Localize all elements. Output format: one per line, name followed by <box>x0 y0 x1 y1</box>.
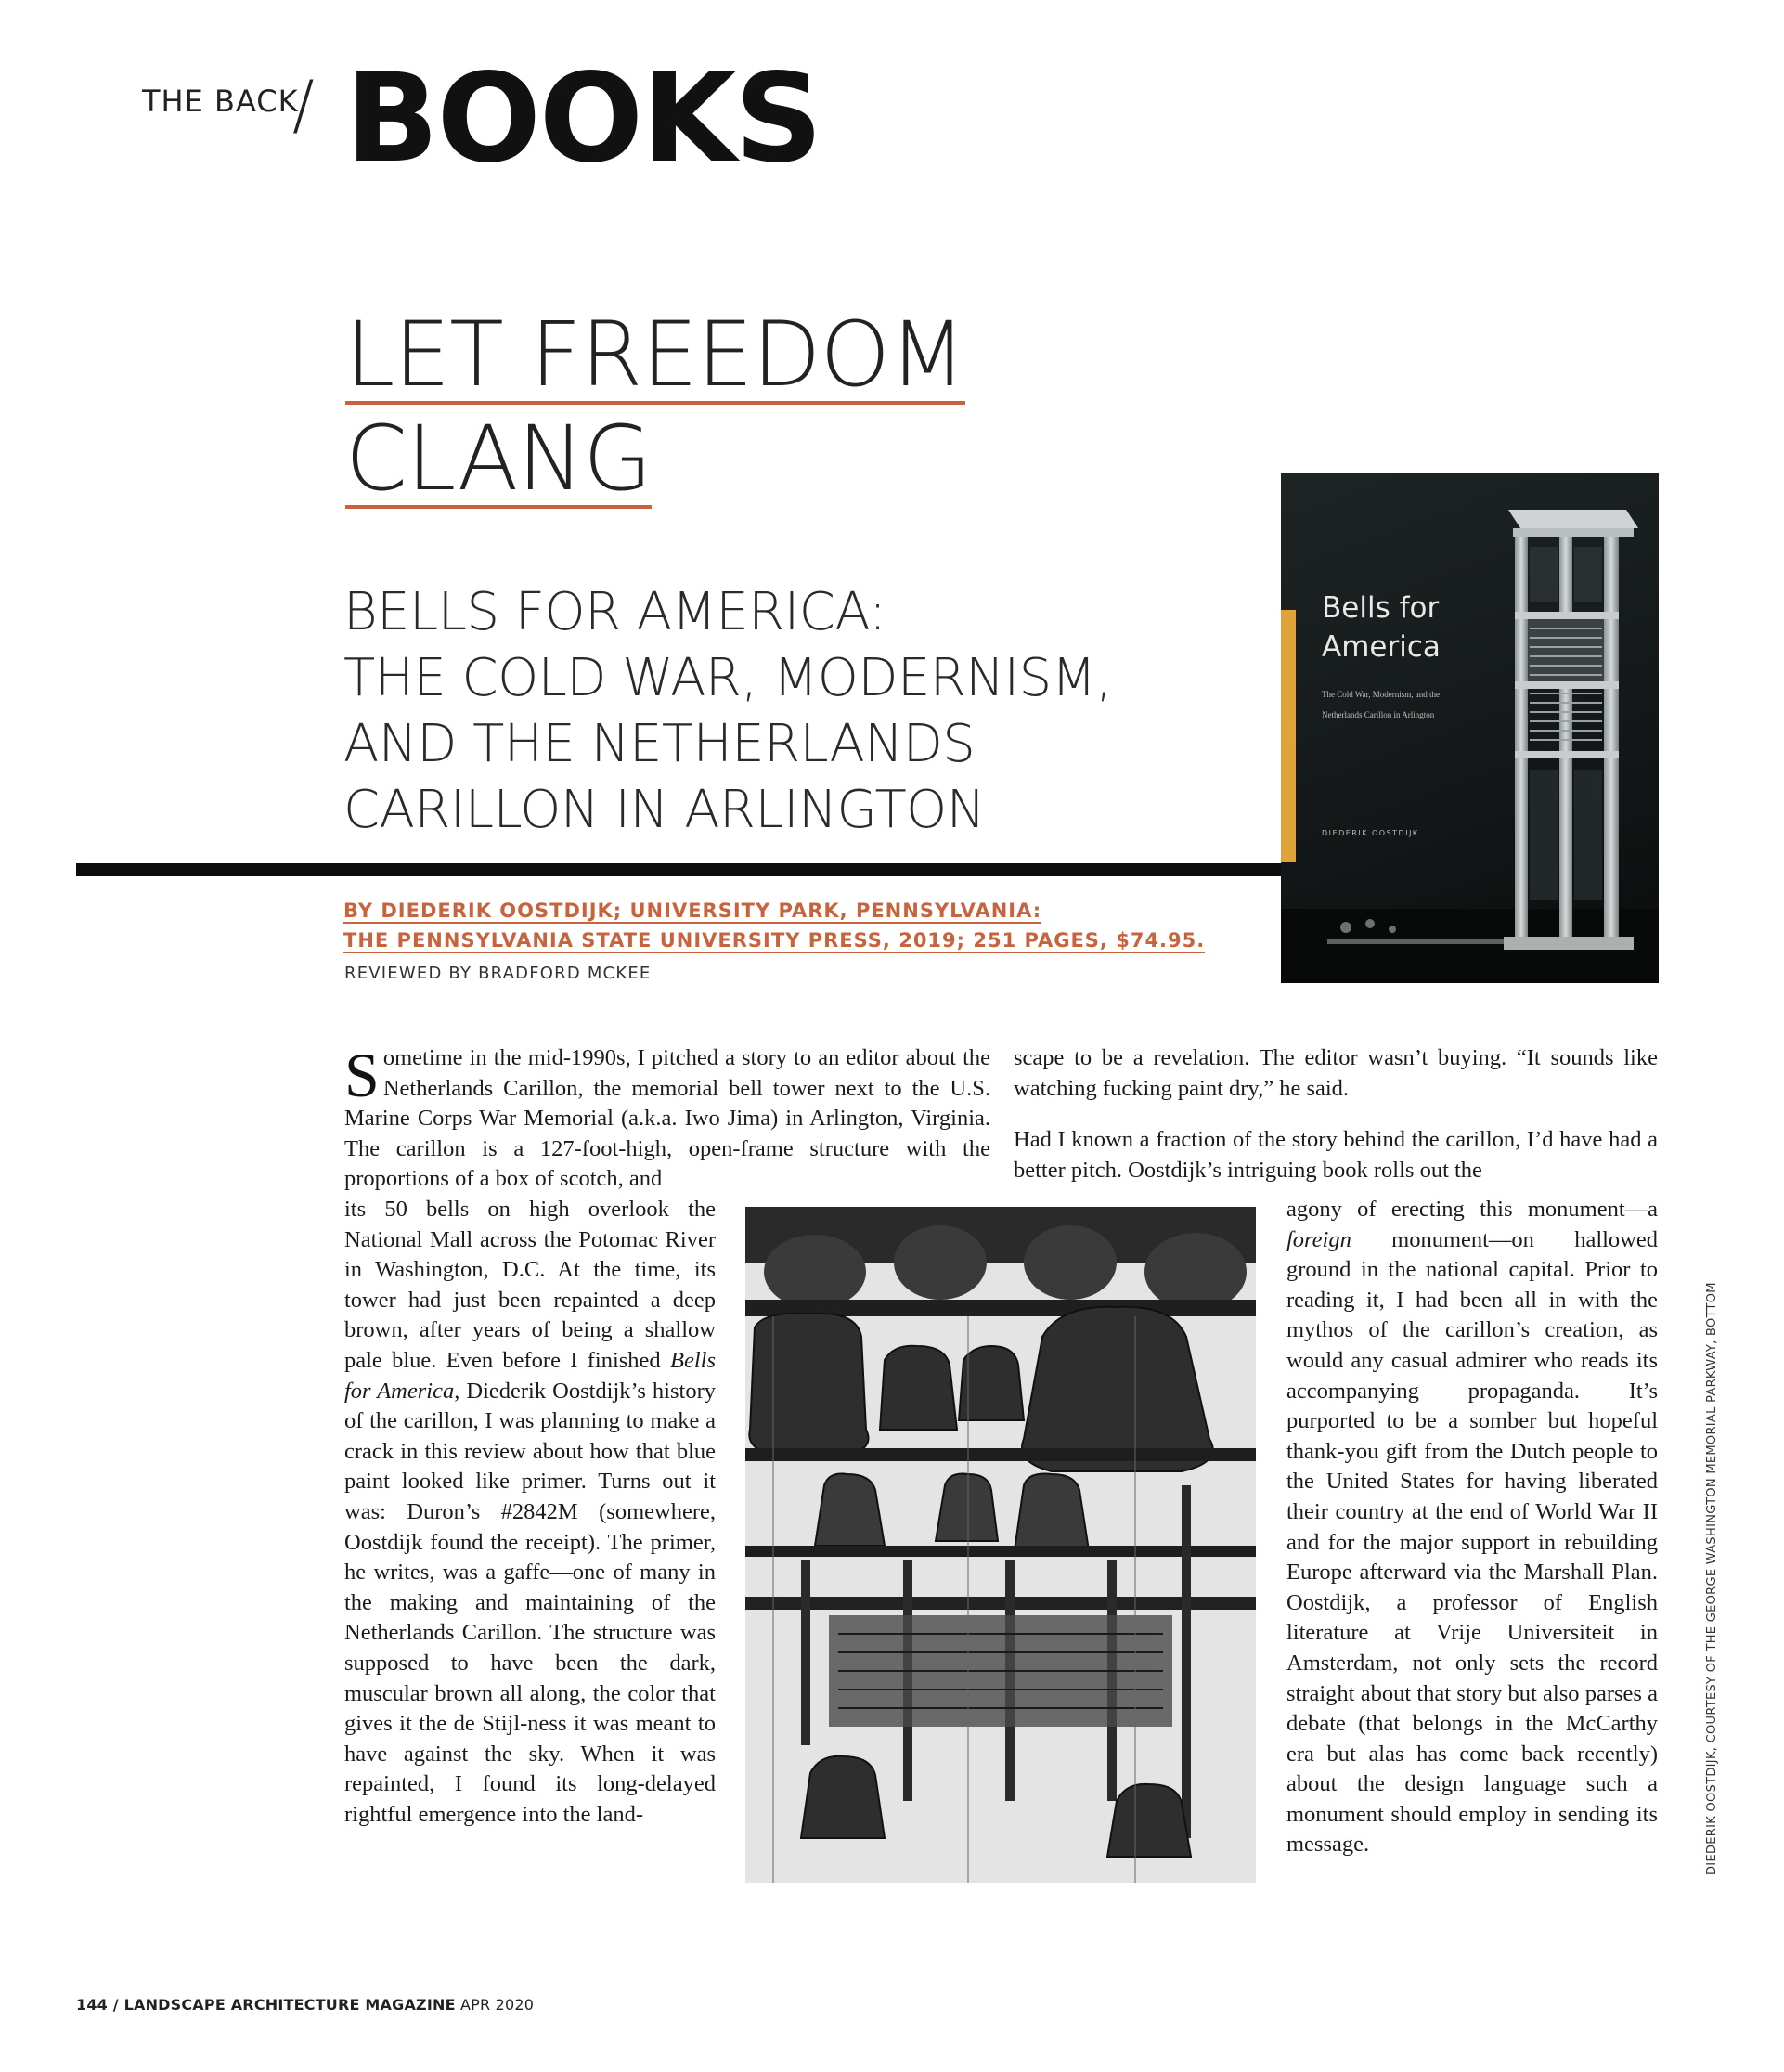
body-paragraph: scape to be a revelation. The editor wasn’t buying. “It sounds like watching fucking paint dry,” he said. <box>1014 1045 1658 1101</box>
footer-separator: / <box>108 1996 124 2014</box>
body-text-segment: its 50 bells on high overlook the National Mall across the Potomac River in Washington, D.C. At the time, its tower had just been repainted a deep brown, after years of being a shallow pale blue. Even before I finished <box>344 1197 716 1373</box>
cover-subtitle: The Cold War, Modernism, and the Netherlands Carillon in Arlington <box>1322 690 1440 719</box>
body-column-1-bottom <box>344 1195 716 1830</box>
drop-cap: S <box>344 1040 380 1110</box>
body-column-1-top <box>344 1040 990 1195</box>
body-paragraph-lead: ometime in the mid-1990s, I pitched a story to an editor about the Netherlands Carillon, the memorial bell tower next to the U.S. Marine Corps War Memorial (a.k.a. Iwo Jima) in Arlington, Virginia. The carillon is a 127-foot-high, open-frame structure with the proportions of a box of scotch, and <box>344 1045 990 1192</box>
byline-line-1: BY DIEDERIK OOSTDIJK; UNIVERSITY PARK, PENNSYLVANIA: <box>343 900 1042 922</box>
book-title-italic: Bells for America <box>344 1347 717 1404</box>
carillon-bells-photo <box>745 1207 1256 1883</box>
body-text-segment: , Diederik Oostdijk’s history of the carillon, I was planning to make a crack in this review about how that blue paint looked like primer. Turns out it was: Duron’s #2842M (somewhere, Oostdijk found the receipt). The primer, he writes, was a gaffe—one of many in the making and maintaining of the Netherlands Carillon. The structure was supposed to have been the dark, muscular brown all along, the color that gives it the de Stijl-ness it was meant to have against the sky. When it was repainted, I found its long-delayed rightful emergence into the land- <box>344 1378 716 1827</box>
black-rule-divider <box>76 863 1283 876</box>
reviewer-credit: REVIEWED BY BRADFORD MCKEE <box>344 964 652 983</box>
byline-line-2: THE PENNSYLVANIA STATE UNIVERSITY PRESS, 2019; 251 PAGES, $74.95. <box>343 929 1206 952</box>
cover-accent-band <box>1281 610 1296 862</box>
body-text-segment: agony of erecting this monument—a <box>1286 1197 1658 1222</box>
photo-credit: DIEDERIK OOSTDIJK, COURTESY OF THE GEORGE WASHINGTON MEMORIAL PARKWAY, BOTTOM <box>1705 1282 1719 1875</box>
cover-title-line-2: America <box>1322 630 1441 664</box>
book-title-line-1: BELLS FOR AMERICA: <box>343 582 886 642</box>
issue-date: APR 2020 <box>455 1996 535 2014</box>
page-number: 144 <box>76 1996 108 2014</box>
page-footer <box>76 1996 534 2014</box>
book-cover-image <box>1281 473 1659 983</box>
body-column-2-top <box>1014 1043 1658 1185</box>
body-paragraph: Had I known a fraction of the story behind the carillon, I’d have had a better pitch. Oostdijk’s intriguing book rolls out the <box>1014 1127 1658 1183</box>
book-title-line-3: AND THE NETHERLANDS <box>343 714 976 774</box>
book-title <box>343 579 1112 843</box>
byline <box>343 896 1205 955</box>
section-kicker: THE BACK <box>142 84 299 119</box>
cover-title <box>1322 589 1441 667</box>
carillon-tower-illustration <box>1281 473 1659 983</box>
section-title: BOOKS <box>345 47 821 190</box>
headline <box>345 303 965 514</box>
body-column-2-bottom <box>1286 1195 1658 1860</box>
foreign-italic: foreign <box>1286 1226 1351 1252</box>
headline-line-2: CLANG <box>345 407 652 511</box>
magazine-name: LANDSCAPE ARCHITECTURE MAGAZINE <box>123 1996 456 2014</box>
book-title-line-4: CARILLON IN ARLINGTON <box>343 780 986 840</box>
section-slash: / <box>292 67 315 143</box>
headline-line-1: LET FREEDOM <box>345 303 965 407</box>
body-text-segment: monument—on hallowed ground in the national capital. Prior to reading it, I had been all in with the mythos of the carillon’s creation, as would any casual admirer who reads its accompanying propaganda. It’s purported to be a somber but hopeful thank-you gift from the Dutch people to the United States for having liberated their country at the end of World War II and for the major support in rebuilding Europe afterward via the Marshall Plan. Oostdijk, a professor of English literature at Vrije Universiteit in Amsterdam, not only sets the record straight about that story but also parses a debate (that belongs in the McCarthy era but alas has come back recently) about the design language such a monument should employ in sending its message. <box>1286 1226 1658 1858</box>
bells-illustration <box>745 1207 1256 1883</box>
book-title-line-2: THE COLD WAR, MODERNISM, <box>343 648 1112 708</box>
cover-title-line-1: Bells for <box>1322 591 1440 625</box>
cover-author: DIEDERIK OOSTDIJK <box>1322 829 1419 837</box>
